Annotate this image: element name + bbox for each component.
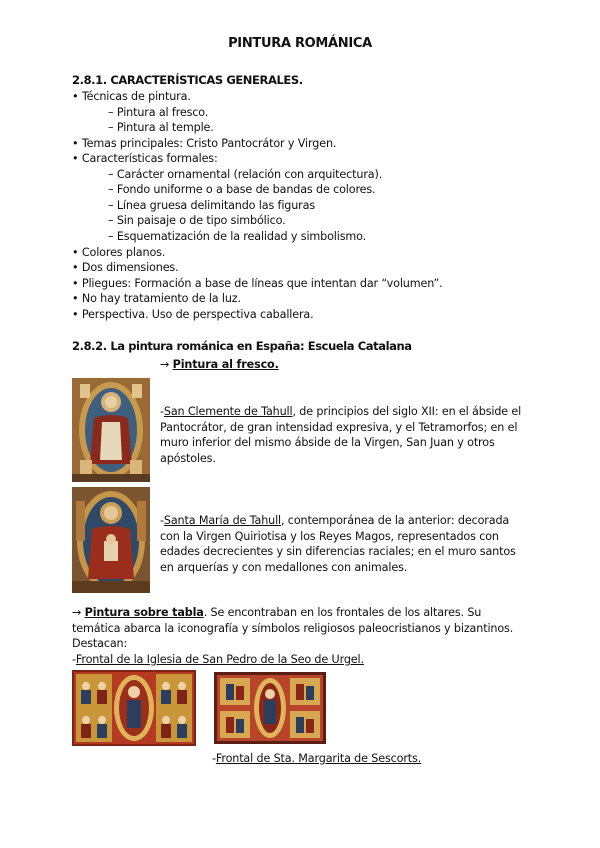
frontal-urgel-image <box>72 670 196 746</box>
list-subitem: – Fondo uniforme o a base de bandas de colores. <box>108 183 376 197</box>
section-heading-1: 2.8.1. CARACTERÍSTICAS GENERALES. <box>72 73 303 87</box>
frontal1-name: Frontal de la Iglesia de San Pedro de la Seo de Urgel. <box>75 653 364 666</box>
clemente-name: San Clemente de Tahull <box>163 405 293 418</box>
list-item: • Perspectiva. Uso de perspectiva caballera. <box>72 307 314 321</box>
list-subitem: – Pintura al fresco. <box>108 105 209 119</box>
list-item: • Colores planos. <box>72 245 166 259</box>
list-item: • Dos dimensiones. <box>72 261 179 275</box>
list-subitem: – Línea gruesa delimitando las figuras <box>108 198 316 212</box>
list-subitem: – Pintura al temple. <box>108 121 214 135</box>
list-subitem: – Carácter ornamental (relación con arquitectura). <box>108 167 383 181</box>
frontal-margarita-image <box>214 672 326 744</box>
frontal2-dash: - <box>212 752 216 765</box>
maria-paragraph <box>160 513 526 575</box>
maria-text: , contemporánea de la anterior: decorada con la Virgen Quiriotisa y los Reyes Magos, representados con edades decrecientes y sin diferencias raciales; en el muro santos en arquerías y con medallones con animales. <box>160 514 516 574</box>
section-heading-2: 2.8.2. La pintura románica en España: Escuela Catalana <box>72 339 412 353</box>
frontal-urgel-caption <box>72 652 364 668</box>
clemente-text: , de principios del siglo XII: en el ábside el Pantocrátor, de gran intensidad expresiva, y el Tetramorfos; en el muro inferior del mismo ábside de la Virgen, San Juan y otros apóstoles. <box>160 405 522 465</box>
frontal2-name: Frontal de Sta. Margarita de Sescorts. <box>215 752 422 765</box>
list-item: • Pliegues: Formación a base de líneas que intentan dar “volumen”. <box>72 276 443 290</box>
list-item: • Características formales: <box>72 152 218 166</box>
clemente-paragraph <box>160 404 526 466</box>
tabla-label: Pintura sobre tabla <box>84 606 204 619</box>
frontal1-dash: - <box>72 653 76 666</box>
maria-dash: - <box>160 514 164 527</box>
arrow-icon: → <box>160 358 173 371</box>
maria-name: Santa María de Tahull <box>163 514 281 527</box>
santa-maria-image <box>72 487 150 593</box>
arrow-icon: → <box>72 606 85 619</box>
clemente-dash: - <box>160 405 164 418</box>
tabla-paragraph <box>72 605 532 636</box>
list-item: • Temas principales: Cristo Pantocrátor y Virgen. <box>72 136 337 150</box>
fresco-subheading <box>160 357 279 373</box>
destacan-label: Destacan: <box>72 637 128 650</box>
list-subitem: – Sin paisaje o de tipo simbólico. <box>108 214 286 228</box>
fresco-label: Pintura al fresco. <box>172 358 279 371</box>
tabla-text: . Se encontraban en los frontales de los altares. Su temática abarca la iconografía y símbolos religiosos paleocristianos y bizantinos. <box>72 606 514 635</box>
list-subitem: – Esquematización de la realidad y simbolismo. <box>108 230 367 243</box>
list-item: • Técnicas de pintura. <box>72 90 191 103</box>
san-clemente-image <box>72 378 150 482</box>
page-title: PINTURA ROMÁNICA <box>228 36 372 51</box>
list-item: • No hay tratamiento de la luz. <box>72 292 241 306</box>
frontal-margarita-caption <box>212 751 421 767</box>
